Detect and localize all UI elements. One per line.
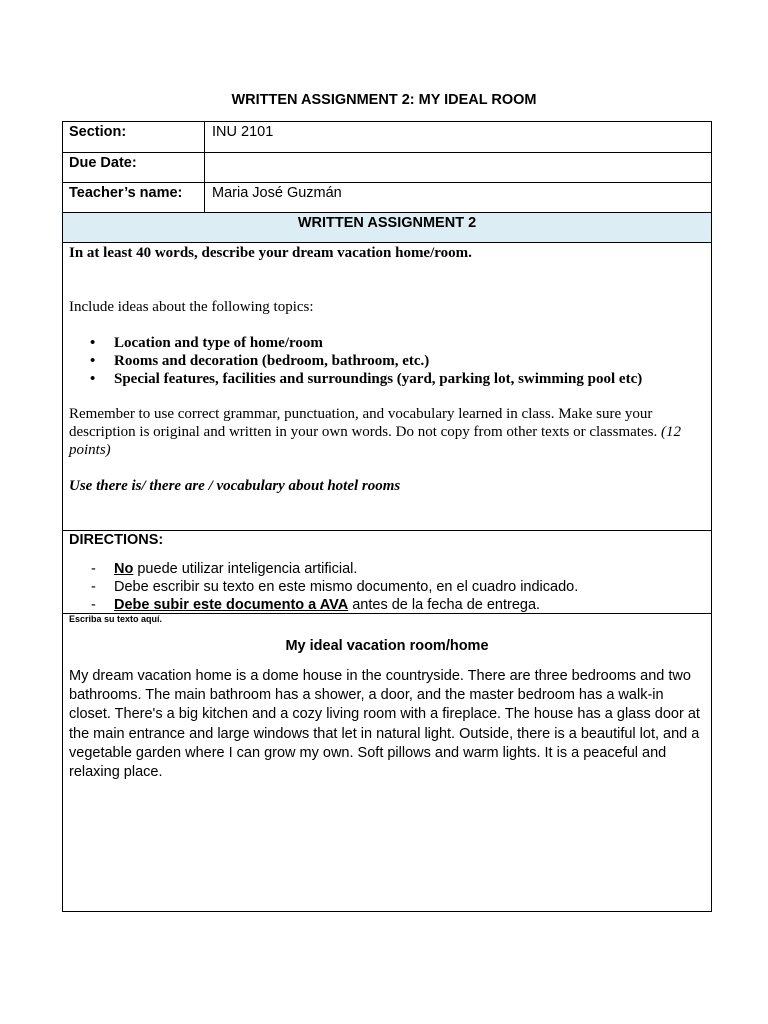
due-date-label: Due Date:: [63, 153, 205, 182]
instructions-section: [63, 243, 711, 531]
direction-emphasis: No: [114, 561, 134, 577]
topics-intro: Include ideas about the following topics:: [69, 299, 314, 315]
directions-list: [69, 560, 578, 614]
due-date-value[interactable]: [206, 153, 711, 182]
topic-text: Location and type of home/room: [114, 335, 323, 351]
topic-text: Rooms and decoration (bedroom, bathroom, etc.): [114, 353, 430, 369]
bullet-icon: •: [90, 335, 96, 351]
vocab-note: Use there is/ there are / vocabulary about hotel rooms: [69, 478, 401, 494]
section-value[interactable]: INU 2101: [212, 124, 274, 140]
due-date-row: [63, 153, 711, 183]
directions-section: [63, 531, 711, 614]
list-item: [69, 370, 642, 388]
list-item: [69, 560, 578, 578]
list-item: [69, 596, 578, 614]
bullet-icon: •: [90, 371, 96, 387]
dash-icon: -: [91, 561, 96, 577]
page-title: WRITTEN ASSIGNMENT 2: MY IDEAL ROOM: [231, 92, 537, 108]
dash-icon: -: [91, 579, 96, 595]
dash-icon: -: [91, 597, 96, 613]
bullet-icon: •: [90, 353, 96, 369]
direction-text: antes de la fecha de entrega.: [348, 597, 541, 613]
answer-hint: Escriba su texto aquí.: [69, 614, 163, 624]
teacher-label: Teacher’s name:: [63, 183, 205, 212]
answer-heading: My ideal vacation room/home: [285, 638, 489, 654]
topic-text: Special features, facilities and surroundings (yard, parking lot, swimming pool etc): [114, 371, 643, 387]
teacher-value[interactable]: Maria José Guzmán: [212, 185, 342, 201]
section-label: Section:: [63, 122, 205, 152]
directions-heading: DIRECTIONS:: [69, 532, 164, 548]
assignment-table: [62, 121, 712, 912]
assignment-banner: WRITTEN ASSIGNMENT 2: [63, 213, 711, 243]
reminder-body: Remember to use correct grammar, punctuation, and vocabulary learned in class. Make sure your description is original and written in your own words. Do not copy from other texts or classmates.: [69, 406, 658, 440]
list-item: [69, 334, 642, 352]
direction-emphasis: Debe subir este documento a AVA: [114, 597, 349, 613]
answer-body[interactable]: My dream vacation home is a dome house in the countryside. There are three bedrooms and two bathrooms. The main bathroom has a shower, a door, and the master bedroom has a walk-in closet. There's a big kitchen and a cozy living room with a fireplace. The house has a glass door at the main entrance and large windows that let in natural light. Outside, there is a beautiful lot, and a vegetable garden where I can grow my own. Soft pillows and warm lights. It is a peaceful and relaxing place.: [69, 668, 700, 781]
topics-list: [69, 334, 642, 388]
reminder-text: [69, 405, 699, 459]
points-note: (12 points): [69, 424, 681, 458]
list-item: [69, 352, 642, 370]
answer-box[interactable]: [63, 614, 711, 911]
direction-text: puede utilizar inteligencia artificial.: [133, 561, 358, 577]
teacher-row: [63, 183, 711, 213]
section-row: [63, 122, 711, 153]
assignment-prompt: In at least 40 words, describe your dream vacation home/room.: [69, 245, 472, 261]
list-item: [69, 578, 578, 596]
direction-text: Debe escribir su texto en este mismo documento, en el cuadro indicado.: [114, 579, 579, 595]
